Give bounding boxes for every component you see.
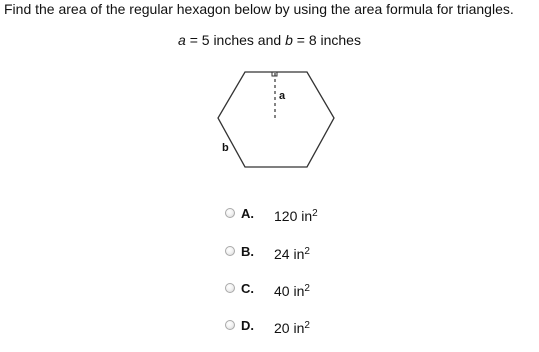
option-a-answer — [274, 208, 318, 224]
option-d[interactable] — [225, 318, 365, 338]
option-b-radio[interactable] — [225, 246, 235, 256]
option-b-value: 24 in — [274, 246, 305, 262]
option-d-value: 20 in — [274, 320, 305, 336]
option-a-value: 120 in — [274, 208, 313, 224]
given-a-variable: a — [178, 32, 186, 48]
option-c-exponent: 2 — [304, 283, 310, 294]
option-b-letter: B. — [241, 244, 254, 259]
option-d-answer — [274, 320, 310, 336]
option-a[interactable] — [225, 206, 365, 226]
option-b[interactable] — [225, 244, 365, 264]
option-b-answer — [274, 246, 310, 262]
side-label: b — [222, 142, 229, 154]
right-angle-marker — [272, 72, 277, 76]
given-values — [0, 32, 539, 49]
option-b-exponent: 2 — [304, 246, 310, 257]
option-d-radio[interactable] — [225, 320, 235, 330]
regular-hexagon — [218, 72, 334, 167]
option-c-value: 40 in — [274, 283, 305, 299]
given-a-text: = 5 inches and — [185, 32, 286, 48]
given-b-text: = 8 inches — [292, 32, 361, 48]
option-a-exponent: 2 — [312, 208, 318, 219]
option-a-radio[interactable] — [225, 208, 235, 218]
given-b-variable: b — [285, 32, 293, 48]
option-c[interactable] — [225, 281, 365, 301]
option-d-exponent: 2 — [304, 320, 310, 331]
option-c-radio[interactable] — [225, 283, 235, 293]
option-c-letter: C. — [241, 281, 254, 296]
option-a-letter: A. — [241, 206, 254, 221]
question-prompt: Find the area of the regular hexagon below by using the area formula for triangles. — [4, 1, 514, 17]
option-d-letter: D. — [241, 318, 254, 333]
option-c-answer — [274, 283, 310, 299]
apothem-label: a — [279, 90, 286, 102]
